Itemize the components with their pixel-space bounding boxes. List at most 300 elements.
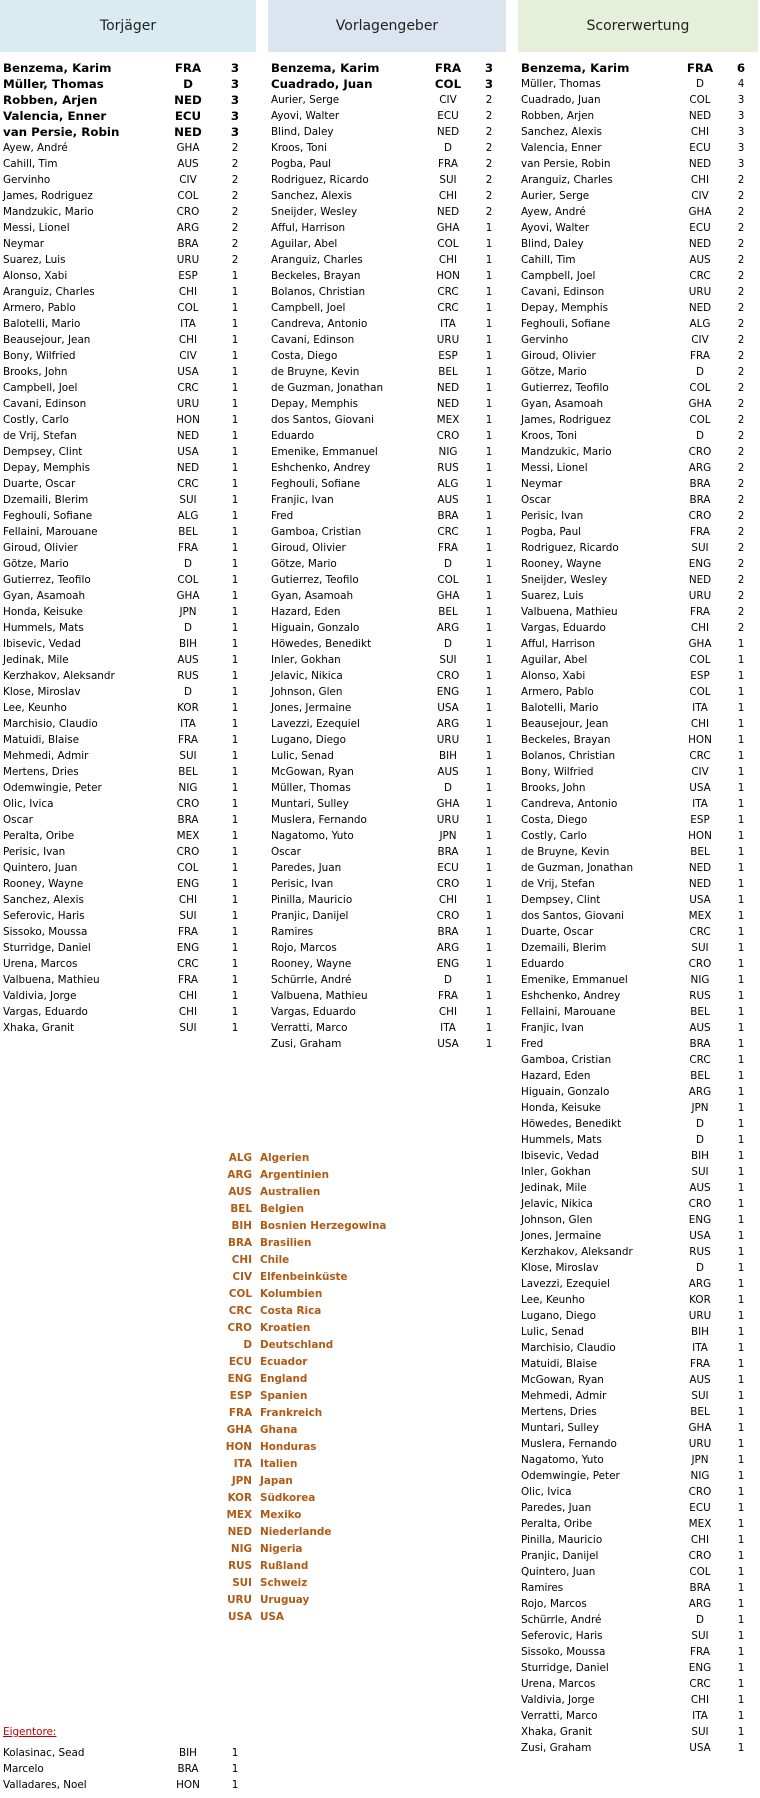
country-code: URU <box>436 814 460 826</box>
count-value: 1 <box>485 334 493 346</box>
count-value: 2 <box>737 350 745 362</box>
count-value: 2 <box>737 174 745 186</box>
count-value: 1 <box>485 862 493 874</box>
count-value: 2 <box>737 462 745 474</box>
table-row <box>271 812 503 828</box>
country-code: GHA <box>176 142 200 154</box>
country-code: ARG <box>688 1086 712 1098</box>
count-value: 1 <box>485 494 493 506</box>
count-value: 1 <box>737 1614 745 1626</box>
count-value: 1 <box>485 478 493 490</box>
player-name: Bony, Wilfried <box>3 350 76 362</box>
country-code: CHI <box>438 1006 458 1018</box>
table-row <box>271 492 503 508</box>
legend-code: ENG <box>227 1373 252 1385</box>
country-code: CRC <box>689 1054 711 1066</box>
player-name: Mandzukic, Mario <box>521 446 612 458</box>
table-row <box>3 892 243 908</box>
table-row <box>521 972 757 988</box>
legend-code: ESP <box>229 1390 252 1402</box>
country-code: CRC <box>177 382 199 394</box>
count-value: 3 <box>737 94 745 106</box>
legend-code: RUS <box>228 1560 252 1572</box>
table-row <box>521 1180 757 1196</box>
count-value: 1 <box>485 366 493 378</box>
legend-country: Chile <box>260 1254 290 1266</box>
player-name: Muslera, Fernando <box>271 814 367 826</box>
legend-country: Australien <box>260 1186 321 1198</box>
table-row <box>521 1324 757 1340</box>
player-name: Aurier, Serge <box>521 190 590 202</box>
table-row <box>3 748 243 764</box>
table-row <box>271 892 503 908</box>
count-value: 1 <box>737 1230 745 1242</box>
count-value: 1 <box>231 910 239 922</box>
count-value: 1 <box>231 798 239 810</box>
count-value: 2 <box>737 318 745 330</box>
player-name: Ayew, André <box>3 142 68 154</box>
count-value: 1 <box>737 1598 745 1610</box>
country-code: CRO <box>176 798 200 810</box>
table-row <box>271 316 503 332</box>
player-name: Beckeles, Brayan <box>271 270 361 282</box>
player-name: Beckeles, Brayan <box>521 734 611 746</box>
player-name: dos Santos, Giovani <box>521 910 624 922</box>
country-code: ESP <box>178 270 198 282</box>
country-code: USA <box>437 1038 459 1050</box>
table-row <box>521 556 757 572</box>
country-code: SUI <box>691 542 709 554</box>
table-row <box>521 892 757 908</box>
player-name: Lavezzi, Ezequiel <box>521 1278 610 1290</box>
country-code: FRA <box>438 158 458 170</box>
table-row <box>521 540 757 556</box>
count-value: 1 <box>737 1326 745 1338</box>
count-value: 1 <box>737 1262 745 1274</box>
player-name: Olic, Ivica <box>521 1486 572 1498</box>
table-row <box>3 364 243 380</box>
country-code: RUS <box>689 1246 711 1258</box>
country-code: GHA <box>688 1422 712 1434</box>
player-name: Hazard, Eden <box>521 1070 591 1082</box>
table-row <box>3 876 243 892</box>
country-code: CIV <box>179 350 197 362</box>
count-value: 1 <box>737 1246 745 1258</box>
count-value: 1 <box>231 382 239 394</box>
count-value: 1 <box>485 638 493 650</box>
table-row <box>271 860 503 876</box>
count-value: 1 <box>485 974 493 986</box>
legend-code: ECU <box>228 1356 252 1368</box>
player-name: Aguilar, Abel <box>271 238 338 250</box>
player-name: Costly, Carlo <box>521 830 587 842</box>
count-value: 1 <box>231 318 239 330</box>
legend-item <box>208 1575 428 1592</box>
count-value: 1 <box>485 894 493 906</box>
country-code: HON <box>176 1779 200 1791</box>
table-row <box>271 652 503 668</box>
table-row <box>521 572 757 588</box>
country-code: SUI <box>179 750 197 762</box>
count-value: 1 <box>485 350 493 362</box>
player-name: Sturridge, Daniel <box>3 942 91 954</box>
country-code: GHA <box>436 222 460 234</box>
table-row <box>271 236 503 252</box>
table-row <box>3 380 243 396</box>
country-code: FRA <box>178 926 198 938</box>
country-code: NED <box>688 862 712 874</box>
table-row <box>521 1276 757 1292</box>
table-row <box>521 732 757 748</box>
table-row <box>521 348 757 364</box>
table-row <box>3 348 243 364</box>
player-name: Gamboa, Cristian <box>271 526 362 538</box>
player-name: Eshchenko, Andrey <box>521 990 621 1002</box>
table-row <box>521 1532 757 1548</box>
count-value: 1 <box>231 286 239 298</box>
table-row <box>3 540 243 556</box>
legend-country: Honduras <box>260 1441 317 1453</box>
player-name: Seferovic, Haris <box>521 1630 603 1642</box>
table-row <box>521 620 757 636</box>
assists-list <box>271 60 503 1052</box>
country-code: CRC <box>177 958 199 970</box>
player-name: Aguilar, Abel <box>521 654 588 666</box>
player-name: Rooney, Wayne <box>271 958 352 970</box>
country-code: URU <box>688 590 712 602</box>
count-value: 2 <box>737 574 745 586</box>
legend-item <box>208 1184 428 1201</box>
player-name: Perisic, Ivan <box>521 510 584 522</box>
count-value: 3 <box>230 61 240 75</box>
country-code: NED <box>174 93 202 107</box>
country-code: CHI <box>690 174 710 186</box>
own-goals-title: Eigentore: <box>3 1726 57 1738</box>
country-code: JPN <box>179 606 197 618</box>
table-row <box>271 716 503 732</box>
table-row <box>3 76 243 92</box>
country-code: ECU <box>689 222 711 234</box>
count-value: 3 <box>230 125 240 139</box>
player-name: Feghouli, Sofiane <box>271 478 361 490</box>
count-value: 2 <box>737 286 745 298</box>
player-name: James, Rodriguez <box>3 190 93 202</box>
player-name: Rodriguez, Ricardo <box>521 542 619 554</box>
country-code: BIH <box>690 1326 709 1338</box>
table-row <box>521 1036 757 1052</box>
player-name: Depay, Memphis <box>521 302 609 314</box>
count-value: 1 <box>737 702 745 714</box>
count-value: 2 <box>231 174 239 186</box>
count-value: 1 <box>737 1534 745 1546</box>
country-code: MEX <box>688 1518 712 1530</box>
count-value: 2 <box>737 366 745 378</box>
player-name: Vargas, Eduardo <box>3 1006 88 1018</box>
count-value: 1 <box>737 1294 745 1306</box>
player-name: Neymar <box>3 238 45 250</box>
count-value: 1 <box>231 446 239 458</box>
country-code: CRC <box>689 270 711 282</box>
count-value: 1 <box>231 510 239 522</box>
country-code: CRC <box>177 478 199 490</box>
country-code: BRA <box>437 510 459 522</box>
player-name: Fellaini, Marouane <box>521 1006 616 1018</box>
country-code: NED <box>436 382 460 394</box>
count-value: 1 <box>737 1198 745 1210</box>
player-name: Gutierrez, Teofilo <box>271 574 359 586</box>
table-row <box>3 588 243 604</box>
country-code: CRC <box>437 526 459 538</box>
player-name: Valladares, Noel <box>3 1779 87 1791</box>
table-row <box>521 300 757 316</box>
count-value: 2 <box>737 206 745 218</box>
country-code: URU <box>688 1310 712 1322</box>
player-name: Paredes, Juan <box>271 862 342 874</box>
legend-country: Bosnien Herzegowina <box>260 1220 387 1232</box>
count-value: 1 <box>231 1763 239 1775</box>
player-name: Pranjic, Danijel <box>271 910 349 922</box>
player-name: Alonso, Xabi <box>521 670 586 682</box>
player-name: Paredes, Juan <box>521 1502 592 1514</box>
player-name: Verratti, Marco <box>521 1710 598 1722</box>
country-code: JPN <box>691 1454 709 1466</box>
country-code: SUI <box>691 1630 709 1642</box>
count-value: 1 <box>737 990 745 1002</box>
player-name: Valbuena, Mathieu <box>271 990 368 1002</box>
table-row <box>271 284 503 300</box>
table-row <box>521 1308 757 1324</box>
country-code: BRA <box>689 1582 711 1594</box>
legend-country: Kolumbien <box>260 1288 323 1300</box>
player-name: Muntari, Sulley <box>271 798 349 810</box>
table-row <box>271 620 503 636</box>
table-row <box>3 60 243 76</box>
count-value: 1 <box>737 878 745 890</box>
count-value: 1 <box>737 846 745 858</box>
table-row <box>3 188 243 204</box>
legend-item <box>208 1456 428 1473</box>
table-row <box>521 1660 757 1676</box>
count-value: 1 <box>737 910 745 922</box>
country-code: SUI <box>179 1022 197 1034</box>
legend-item <box>208 1439 428 1456</box>
table-row <box>521 588 757 604</box>
count-value: 1 <box>737 1438 745 1450</box>
table-row <box>521 652 757 668</box>
legend-code: COL <box>228 1288 252 1300</box>
player-name: Götze, Mario <box>271 558 337 570</box>
count-value: 1 <box>485 302 493 314</box>
legend-country: Costa Rica <box>260 1305 322 1317</box>
table-row <box>271 188 503 204</box>
player-name: Gamboa, Cristian <box>521 1054 612 1066</box>
country-code: GHA <box>688 638 712 650</box>
player-name: Mehmedi, Admir <box>521 1390 607 1402</box>
legend-country: England <box>260 1373 308 1385</box>
table-row <box>271 300 503 316</box>
player-name: Dempsey, Clint <box>3 446 83 458</box>
count-value: 2 <box>485 110 493 122</box>
count-value: 1 <box>737 1214 745 1226</box>
player-name: Bolanos, Christian <box>521 750 616 762</box>
table-row <box>3 604 243 620</box>
table-row <box>3 204 243 220</box>
country-code: FRA <box>178 974 198 986</box>
player-name: Benzema, Karim <box>521 61 630 75</box>
country-code: NED <box>688 238 712 250</box>
count-value: 2 <box>737 478 745 490</box>
player-name: Giroud, Olivier <box>521 350 596 362</box>
count-value: 1 <box>485 430 493 442</box>
country-code: BRA <box>689 494 711 506</box>
player-name: Sanchez, Alexis <box>521 126 602 138</box>
table-row <box>271 876 503 892</box>
table-row <box>521 1388 757 1404</box>
player-name: Kroos, Toni <box>271 142 328 154</box>
player-name: Depay, Memphis <box>271 398 359 410</box>
count-value: 1 <box>231 638 239 650</box>
player-name: Costa, Diego <box>521 814 588 826</box>
country-code: BIH <box>690 1150 709 1162</box>
table-row <box>271 1004 503 1020</box>
table-row <box>521 252 757 268</box>
header-vorlagengeber: Vorlagengeber <box>268 0 506 52</box>
count-value: 1 <box>737 1166 745 1178</box>
country-code: COL <box>437 574 459 586</box>
table-row <box>521 908 757 924</box>
table-row <box>521 1500 757 1516</box>
country-code: BRA <box>177 1763 199 1775</box>
player-name: Rojo, Marcos <box>521 1598 587 1610</box>
country-code: ITA <box>692 702 708 714</box>
count-value: 1 <box>485 318 493 330</box>
table-row <box>521 1244 757 1260</box>
count-value: 1 <box>737 1134 745 1146</box>
player-name: Sissoko, Moussa <box>521 1646 606 1658</box>
player-name: Ramires <box>521 1582 564 1594</box>
player-name: Götze, Mario <box>521 366 587 378</box>
country-code: NED <box>436 126 460 138</box>
country-code: CIV <box>691 766 709 778</box>
table-row <box>521 444 757 460</box>
count-value: 1 <box>231 1747 239 1759</box>
player-name: Cahill, Tim <box>521 254 576 266</box>
table-row <box>3 940 243 956</box>
count-value: 2 <box>485 142 493 154</box>
player-name: Ayovi, Walter <box>521 222 590 234</box>
table-row <box>271 204 503 220</box>
count-value: 1 <box>485 910 493 922</box>
country-code: NIG <box>690 974 710 986</box>
player-name: Aurier, Serge <box>271 94 340 106</box>
table-row <box>3 108 243 124</box>
count-value: 1 <box>231 670 239 682</box>
table-row <box>521 1292 757 1308</box>
player-name: Pranjic, Danijel <box>521 1550 599 1562</box>
count-value: 1 <box>485 446 493 458</box>
table-row <box>521 1420 757 1436</box>
legend-item <box>208 1405 428 1422</box>
legend-country: Elfenbeinküste <box>260 1271 348 1283</box>
player-name: Eshchenko, Andrey <box>271 462 371 474</box>
table-row <box>271 428 503 444</box>
legend-country: Nigeria <box>260 1543 303 1555</box>
count-value: 1 <box>485 942 493 954</box>
player-name: Cuadrado, Juan <box>521 94 601 106</box>
table-row <box>271 908 503 924</box>
country-code: D <box>695 1118 704 1130</box>
player-name: Gutierrez, Teofilo <box>3 574 91 586</box>
country-code: BRA <box>689 1038 711 1050</box>
count-value: 1 <box>485 926 493 938</box>
table-row <box>521 476 757 492</box>
count-value: 2 <box>231 254 239 266</box>
count-value: 1 <box>231 814 239 826</box>
count-value: 4 <box>737 78 745 90</box>
player-name: Valdivia, Jorge <box>521 1694 595 1706</box>
table-row <box>3 1020 243 1036</box>
country-code: ITA <box>692 798 708 810</box>
country-code: NED <box>688 574 712 586</box>
count-value: 1 <box>231 398 239 410</box>
count-value: 1 <box>737 1118 745 1130</box>
table-row <box>3 476 243 492</box>
legend-country: Frankreich <box>260 1407 323 1419</box>
count-value: 3 <box>230 93 240 107</box>
count-value: 2 <box>737 382 745 394</box>
count-value: 1 <box>231 942 239 954</box>
table-row <box>271 972 503 988</box>
country-code: ITA <box>180 318 196 330</box>
player-name: Aranguiz, Charles <box>521 174 613 186</box>
table-row <box>521 748 757 764</box>
count-value: 1 <box>231 926 239 938</box>
country-code: ENG <box>688 558 712 570</box>
country-code: FRA <box>438 990 458 1002</box>
player-name: Inler, Gokhan <box>521 1166 591 1178</box>
count-value: 1 <box>737 1518 745 1530</box>
country-code: FRA <box>686 61 714 75</box>
country-code: ARG <box>176 222 200 234</box>
country-code: CHI <box>178 894 198 906</box>
count-value: 1 <box>737 718 745 730</box>
country-code: ENG <box>436 958 460 970</box>
country-code: NED <box>436 398 460 410</box>
legend-country: Brasilien <box>260 1237 312 1249</box>
legend-code: KOR <box>227 1492 252 1504</box>
player-name: Oscar <box>521 494 551 506</box>
table-row <box>271 476 503 492</box>
table-row <box>521 1548 757 1564</box>
country-code: AUS <box>437 494 459 506</box>
table-row <box>271 764 503 780</box>
player-name: Fred <box>521 1038 544 1050</box>
country-code: CRC <box>437 286 459 298</box>
table-row <box>521 716 757 732</box>
count-value: 1 <box>485 750 493 762</box>
country-code: GHA <box>436 798 460 810</box>
player-name: Hazard, Eden <box>271 606 341 618</box>
country-code: D <box>695 1614 704 1626</box>
country-code: AUS <box>437 766 459 778</box>
player-name: James, Rodriguez <box>521 414 611 426</box>
count-value: 2 <box>485 206 493 218</box>
player-name: Bony, Wilfried <box>521 766 594 778</box>
country-code: FRA <box>690 526 710 538</box>
count-value: 1 <box>231 302 239 314</box>
count-value: 1 <box>485 526 493 538</box>
table-row <box>271 940 503 956</box>
